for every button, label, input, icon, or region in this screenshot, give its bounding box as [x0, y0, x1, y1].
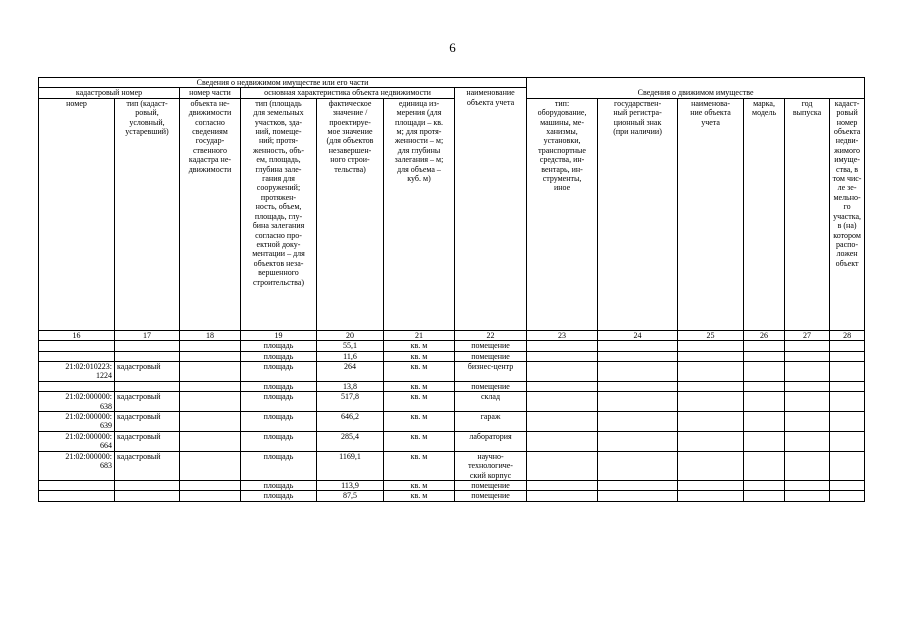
cell-characteristic-type: площадь: [241, 362, 317, 382]
table-row: [39, 491, 865, 501]
cell-value: 87,5: [317, 491, 384, 501]
column-number: 18: [180, 330, 241, 340]
cell-part-number: [180, 431, 241, 451]
column-number: 19: [241, 330, 317, 340]
cell-object-name: помещение: [455, 480, 527, 490]
header-brand: марка, модель: [744, 98, 785, 330]
cell-object-name: помещение: [455, 341, 527, 351]
cell-movable-empty: [527, 351, 598, 361]
cell-characteristic-type: площадь: [241, 451, 317, 480]
cell-movable-empty: [830, 412, 865, 432]
cell-movable-empty: [598, 431, 678, 451]
cell-number-type: [115, 351, 180, 361]
header-number: номер: [39, 98, 115, 330]
cell-movable-empty: [785, 480, 830, 490]
cell-movable-empty: [830, 451, 865, 480]
cell-characteristic-type: площадь: [241, 381, 317, 391]
cell-object-name: научно- технологиче- ский корпус: [455, 451, 527, 480]
cell-value: 11,6: [317, 351, 384, 361]
cell-unit: кв. м: [384, 392, 455, 412]
cell-cadastral-number: [39, 491, 115, 501]
cell-cadastral-number: 21:02:010223: 1224: [39, 362, 115, 382]
cell-movable-empty: [527, 412, 598, 432]
column-number: 20: [317, 330, 384, 340]
cell-object-name: помещение: [455, 381, 527, 391]
cell-characteristic-type: площадь: [241, 412, 317, 432]
cell-part-number: [180, 392, 241, 412]
cell-characteristic-type: площадь: [241, 392, 317, 412]
cell-value: 1169,1: [317, 451, 384, 480]
cell-unit: кв. м: [384, 341, 455, 351]
cell-object-name: лаборатория: [455, 431, 527, 451]
cell-movable-empty: [785, 412, 830, 432]
cell-movable-empty: [785, 341, 830, 351]
cell-movable-empty: [744, 351, 785, 361]
column-number: 27: [785, 330, 830, 340]
cell-movable-empty: [744, 381, 785, 391]
cell-movable-empty: [830, 431, 865, 451]
cell-movable-empty: [744, 392, 785, 412]
cell-movable-empty: [678, 341, 744, 351]
cell-number-type: кадастровый: [115, 412, 180, 432]
column-number: 22: [455, 330, 527, 340]
cell-part-number: [180, 341, 241, 351]
cell-cadastral-number: 21:02:000000: 683: [39, 451, 115, 480]
cell-number-type: [115, 381, 180, 391]
cell-movable-empty: [785, 431, 830, 451]
cell-object-name: гараж: [455, 412, 527, 432]
cell-object-name: бизнес-центр: [455, 362, 527, 382]
header-real-estate: Сведения о недвижимом имуществе или его части: [39, 78, 527, 88]
cell-movable-empty: [744, 480, 785, 490]
cell-number-type: [115, 491, 180, 501]
column-number: 17: [115, 330, 180, 340]
cell-object-name: помещение: [455, 351, 527, 361]
cell-characteristic-type: площадь: [241, 351, 317, 361]
column-number: 26: [744, 330, 785, 340]
page-number: 6: [449, 40, 456, 55]
cell-movable-empty: [830, 480, 865, 490]
cell-movable-empty: [527, 431, 598, 451]
cell-cadastral-number: 21:02:000000: 664: [39, 431, 115, 451]
cell-movable-empty: [598, 392, 678, 412]
cell-unit: кв. м: [384, 431, 455, 451]
header-type: тип (кадаст- ровый, условный, устаревший): [115, 98, 180, 330]
cell-unit: кв. м: [384, 351, 455, 361]
cell-movable-empty: [598, 491, 678, 501]
cell-cadastral-number: 21:02:000000: 638: [39, 392, 115, 412]
header-cadastral-number: кадастровый номер: [39, 88, 180, 98]
cell-movable-empty: [830, 351, 865, 361]
cell-movable-empty: [678, 362, 744, 382]
cell-unit: кв. м: [384, 381, 455, 391]
cell-movable-empty: [527, 362, 598, 382]
cell-part-number: [180, 491, 241, 501]
cell-number-type: кадастровый: [115, 392, 180, 412]
property-register-table: [38, 77, 865, 502]
cell-movable-empty: [527, 392, 598, 412]
cell-movable-empty: [785, 351, 830, 361]
header-actual-value: фактическое значение / проектируе- мое значение (для объектов незавершен- ного строи- тельства): [317, 98, 384, 330]
cell-movable-empty: [527, 451, 598, 480]
cell-part-number: [180, 480, 241, 490]
cell-part-number: [180, 351, 241, 361]
cell-movable-empty: [598, 381, 678, 391]
header-land-number: кадаст- ровый номер объекта недви- жимого имуще- ства, в том чис- ле зе- мельно- го участка, в (на) котором распо- ложен объект: [830, 98, 865, 330]
cell-cadastral-number: 21:02:000000: 639: [39, 412, 115, 432]
header-year: год выпуска: [785, 98, 830, 330]
header-part: объекта не- движимости согласно сведениям государ- ственного кадастра не- движимости: [180, 98, 241, 330]
cell-movable-empty: [598, 480, 678, 490]
cell-movable-empty: [785, 451, 830, 480]
cell-part-number: [180, 362, 241, 382]
cell-movable-empty: [678, 431, 744, 451]
cell-cadastral-number: [39, 351, 115, 361]
cell-value: 113,9: [317, 480, 384, 490]
cell-movable-empty: [678, 491, 744, 501]
table-row: [39, 362, 865, 382]
header-unit: единица из- мерения (для площади – кв. м; для протя- женности – м; для глубины залегания – м; для объема – куб. м): [384, 98, 455, 330]
header-reg-sign: государствен- ный регистра- ционный знак (при наличии): [598, 98, 678, 330]
header-part-number: номер части: [180, 88, 241, 98]
cell-object-name: склад: [455, 392, 527, 412]
cell-movable-empty: [830, 392, 865, 412]
cell-movable-empty: [744, 491, 785, 501]
cell-movable-empty: [744, 451, 785, 480]
cell-movable-empty: [744, 412, 785, 432]
cell-movable-empty: [785, 491, 830, 501]
cell-movable-empty: [785, 381, 830, 391]
cell-movable-empty: [785, 362, 830, 382]
cell-characteristic-type: площадь: [241, 480, 317, 490]
table-row: [39, 451, 865, 480]
cell-number-type: кадастровый: [115, 451, 180, 480]
table-row: [39, 431, 865, 451]
cell-movable-empty: [598, 351, 678, 361]
cell-movable-empty: [830, 381, 865, 391]
cell-unit: кв. м: [384, 412, 455, 432]
table-row: [39, 412, 865, 432]
cell-movable-empty: [678, 381, 744, 391]
header-movable-type: тип: оборудование, машины, ме- ханизмы, установки, транспортные средства, ин- вентарь, ин- струменты, иное: [527, 98, 598, 330]
table-row: [39, 392, 865, 412]
header-main-characteristic: основная характеристика объекта недвижимости: [241, 88, 455, 98]
header-char-type: тип (площадь для земельных участков, зда- ний, помеще- ний; протя- женность, объ- ем, площадь, глубина зале- гания для сооружений; протяжен- ность, объем, площадь, глу- бина залегания согласно про- ектной доку- ментации – для объектов неза- вершенного строительства): [241, 98, 317, 330]
cell-movable-empty: [678, 480, 744, 490]
cell-characteristic-type: площадь: [241, 341, 317, 351]
header-movable-name: наименова- ние объекта учета: [678, 98, 744, 330]
table-row: [39, 351, 865, 361]
cell-movable-empty: [527, 381, 598, 391]
cell-movable-empty: [830, 341, 865, 351]
table-row: [39, 341, 865, 351]
column-number: 28: [830, 330, 865, 340]
column-number: 23: [527, 330, 598, 340]
cell-part-number: [180, 451, 241, 480]
header-movable: Сведения о движимом имуществе: [527, 78, 865, 99]
column-number: 25: [678, 330, 744, 340]
cell-part-number: [180, 381, 241, 391]
cell-movable-empty: [678, 392, 744, 412]
cell-unit: кв. м: [384, 491, 455, 501]
cell-movable-empty: [678, 351, 744, 361]
cell-movable-empty: [678, 451, 744, 480]
cell-movable-empty: [830, 362, 865, 382]
header-object-name: наименование объекта учета: [455, 88, 527, 330]
cell-unit: кв. м: [384, 362, 455, 382]
cell-value: 285,4: [317, 431, 384, 451]
cell-cadastral-number: [39, 381, 115, 391]
cell-value: 646,2: [317, 412, 384, 432]
cell-movable-empty: [744, 362, 785, 382]
cell-value: 55,1: [317, 341, 384, 351]
cell-movable-empty: [527, 480, 598, 490]
cell-movable-empty: [598, 451, 678, 480]
cell-number-type: кадастровый: [115, 431, 180, 451]
cell-movable-empty: [527, 491, 598, 501]
cell-movable-empty: [527, 341, 598, 351]
cell-unit: кв. м: [384, 451, 455, 480]
column-number: 21: [384, 330, 455, 340]
cell-part-number: [180, 412, 241, 432]
cell-value: 264: [317, 362, 384, 382]
cell-number-type: [115, 341, 180, 351]
cell-characteristic-type: площадь: [241, 491, 317, 501]
cell-movable-empty: [678, 412, 744, 432]
cell-number-type: кадастровый: [115, 362, 180, 382]
cell-cadastral-number: [39, 480, 115, 490]
cell-cadastral-number: [39, 341, 115, 351]
cell-unit: кв. м: [384, 480, 455, 490]
cell-movable-empty: [785, 392, 830, 412]
cell-movable-empty: [830, 491, 865, 501]
column-number: 16: [39, 330, 115, 340]
cell-movable-empty: [744, 341, 785, 351]
cell-characteristic-type: площадь: [241, 431, 317, 451]
cell-movable-empty: [744, 431, 785, 451]
column-number: 24: [598, 330, 678, 340]
cell-object-name: помещение: [455, 491, 527, 501]
cell-movable-empty: [598, 362, 678, 382]
table-row: [39, 381, 865, 391]
cell-value: 13,8: [317, 381, 384, 391]
cell-movable-empty: [598, 412, 678, 432]
cell-number-type: [115, 480, 180, 490]
table-row: [39, 480, 865, 490]
cell-value: 517,8: [317, 392, 384, 412]
cell-movable-empty: [598, 341, 678, 351]
